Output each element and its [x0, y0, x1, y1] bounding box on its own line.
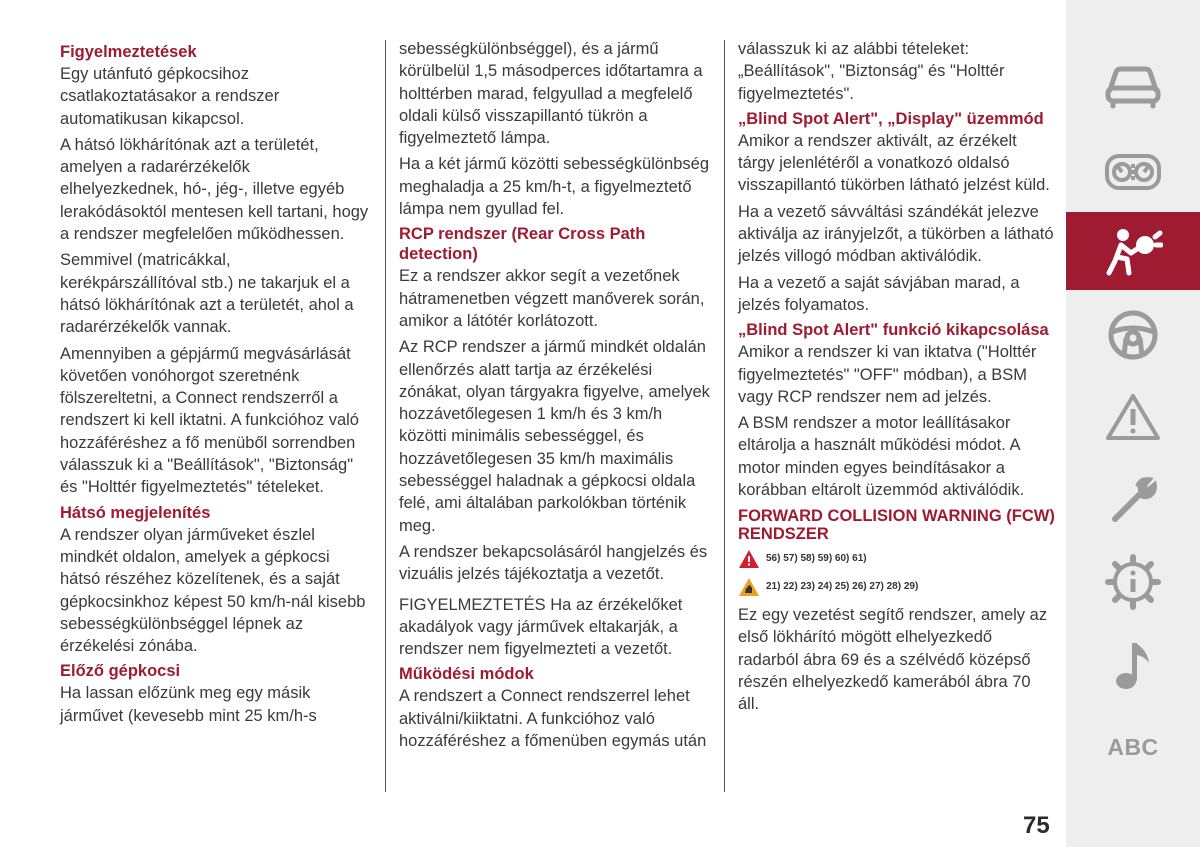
paragraph: A BSM rendszer a motor leállításakor eltárolja a használt működési módot. A motor minden egyes beindításakor a korábban eltárolt üzemmód aktiválódik. — [738, 414, 1025, 500]
paragraph: Amikor a rendszer ki van iktatva ("Holttér figyelmeztetés" "OFF" módban), a BSM vagy RCP rendszer nem ad jelzés. — [738, 343, 1037, 406]
paragraph: A rendszer bekapcsolásáról hangjelzés és vizuális jelzés tájékoztatja a vezetőt. — [399, 542, 708, 584]
warning-reference-row — [738, 548, 1056, 570]
page-number: 75 — [1023, 812, 1050, 839]
paragraph: sebességkülönbséggel), és a jármű körülbelül 1,5 másodperces időtartamra a holttérben marad, felgyullad a megfelelő oldali külső visszapillantó tükrön a figyelmeztető lámpa. — [399, 40, 703, 148]
caution-reference-row — [738, 576, 1056, 598]
wrench-icon[interactable] — [1066, 462, 1200, 540]
warning-references: 56) 57) 58) 59) 60) 61) — [766, 553, 867, 565]
heading-fcw: FORWARD COLLISION WARNING (FCW) RENDSZER — [738, 507, 1055, 544]
paragraph: Ha lassan előzünk meg egy másik járművet (kevesebb mint 25 km/h-s — [60, 684, 317, 725]
heading-bsa-display: „Blind Spot Alert", „Display" üzemmód — [738, 109, 1044, 128]
heading-rear-display: Hátsó megjelenítés — [60, 503, 211, 522]
paragraph: Ez a rendszer akkor segít a vezetőnek hátramenetben végzett manőverek során, amikor a látótér korlátozott. — [399, 267, 705, 330]
heading-warnings: Figyelmeztetések — [60, 43, 197, 61]
airbag-icon[interactable] — [1066, 212, 1200, 290]
paragraph: Az RCP rendszer a jármű mindkét oldalán ellenőrzés alatt tartja az érzékelési zónákat, olyan tárgyakra figyelve, amelyek hozzávetőlegesen 1 km/h és 3 km/h közötti minimális sebességgel, és hozzávetőlegesen 35 km/h maximális sebességgel haladnak a gépkocsi oldala felé, ami általában parkolókban történik meg. — [399, 338, 710, 535]
heading-bsa-off: „Blind Spot Alert" funkció kikapcsolása — [738, 321, 1049, 340]
paragraph: Semmivel (matricákkal, kerékpárszállítóval stb.) ne takarjuk el a hátsó lökhárítónak azt a területét, ahol a radarérzékelők vannak. — [60, 251, 354, 337]
column-1 — [60, 38, 370, 731]
paragraph: Ha a két jármű közötti sebességkülönbség meghaladja a 25 km/h-t, a figyelmeztető lámpa nem gyullad fel. — [399, 155, 710, 219]
warning-triangle-icon[interactable] — [1066, 378, 1200, 456]
warning-triangle-icon — [738, 549, 760, 569]
paragraph: Ha a vezető a saját sávjában marad, a jelzés folyamatos. — [738, 273, 1020, 314]
column-divider — [385, 40, 386, 792]
column-2 — [399, 38, 711, 756]
car-icon[interactable] — [1066, 48, 1200, 126]
dashboard-icon[interactable] — [1066, 133, 1200, 211]
paragraph: Egy utánfutó gépkocsihoz csatlakoztatásakor a rendszer automatikusan kikapcsol. — [60, 65, 280, 128]
abc-label: ABC — [1107, 733, 1159, 760]
caution-references: 21) 22) 23) 24) 25) 26) 27) 28) 29) — [766, 580, 919, 592]
paragraph: FIGYELMEZTETÉS Ha az érzékelőket akadályok vagy járművek eltakarják, a rendszer nem figyelmezteti a vezetőt. — [399, 595, 683, 659]
heading-rcp: RCP rendszer (Rear Cross Path detection) — [399, 225, 646, 264]
info-gear-icon[interactable] — [1066, 543, 1200, 621]
caution-hand-icon — [738, 577, 760, 597]
paragraph: válasszuk ki az alábbi tételeket: „Beállítások", "Biztonság" és "Holttér figyelmeztetés". — [738, 40, 1005, 103]
index-abc-link[interactable] — [1066, 708, 1200, 786]
paragraph: Amikor a rendszer aktivált, az érzékelt tárgy jelenlétéről a vonatkozó oldalsó visszapillantó tükörben látható jelzést küld. — [738, 131, 1050, 195]
paragraph: Ha a vezető sávváltási szándékát jelezve aktiválja az irányjelzőt, a tükörben a látható jelzés villogó módban aktiválódik. — [738, 202, 1054, 266]
column-3 — [738, 38, 1056, 719]
paragraph: A rendszert a Connect rendszerrel lehet aktiválni/kiiktatni. A funkcióhoz való hozzáféréshez a főmenüben egymás után — [399, 687, 707, 751]
steering-wheel-icon[interactable] — [1066, 296, 1200, 374]
paragraph: A hátsó lökhárítónak azt a területét, amelyen a radarérzékelők elhelyezkednek, hó-, jég-, illetve egyéb lerakódásoktól mentesen kell tartani, hogy a rendszer megfelelően működhessen. — [60, 135, 369, 244]
paragraph: A rendszer olyan járműveket észlel mindkét oldalon, amelyek a gépkocsi hátsó részéhez közelítenek, és a saját gépkocsinkhoz képest 50 km/h-nál kisebb sebességkülönbséggel lépnek az érzékelési zónába. — [60, 525, 366, 656]
paragraph: Ez egy vezetést segítő rendszer, amely az első lökhárító mögött elhelyezkedő radarból ábra 69 és a szélvédő középső részén elhelyezkedő kamerából ábra 70 áll. — [738, 605, 1048, 714]
heading-operating-modes: Működési módok — [399, 665, 534, 684]
heading-previous-car: Előző gépkocsi — [60, 662, 181, 681]
chapter-sidebar — [1066, 0, 1200, 847]
music-note-icon[interactable] — [1066, 626, 1200, 704]
column-divider — [724, 40, 725, 792]
paragraph: Amennyiben a gépjármű megvásárlását követően vonóhorgot szeretnénk fölszereltetni, a Connect rendszerről a rendszert ki kell iktatni. A funkcióhoz való hozzáféréshez a fő menüből sorrendben válasszuk ki a "Beállítások", "Biztonság" és "Holttér figyelmeztetés" tételeket. — [60, 344, 359, 497]
